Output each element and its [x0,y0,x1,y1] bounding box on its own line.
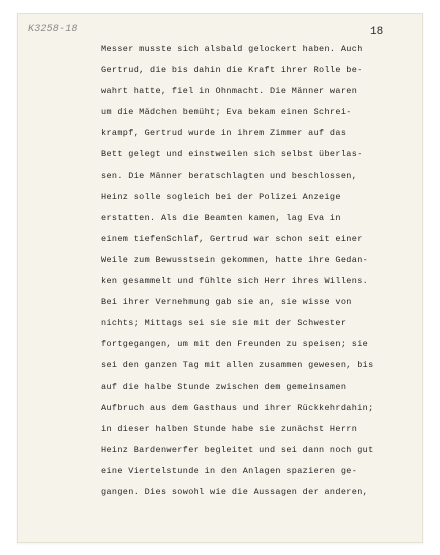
text-line: ken gesammelt und fühlte sich Herr ihres Willens. [101,276,369,287]
text-line: Weile zum Bewusstsein gekommen, hatte ihre Gedan- [101,254,369,265]
text-line: krampf, Gertrud wurde in ihrem Zimmer auf das [101,128,347,139]
text-line: Heinz solle sogleich bei der Polizei Anzeige [101,191,341,202]
archive-number: K3258-18 [28,24,78,35]
text-line: einem tiefenSchlaf, Gertrud war schon seit einer [101,233,363,244]
text-line: in dieser halben Stunde habe sie zunächst Herrn [101,423,358,434]
text-line: auf die halbe Stunde zwischen dem gemeinsamen [101,381,347,392]
text-line: fortgegangen, um mit den Freunden zu speisen; sie [101,339,369,350]
text-line: sei den ganzen Tag mit allen zusammen gewesen, bis [101,360,374,371]
text-line: Bei ihrer Vernehmung gab sie an, sie wisse von [101,297,352,308]
text-line: Bett gelegt und einstweilen sich selbst überlas- [101,149,363,160]
page-number: 18 [370,26,384,38]
text-line: Aufbruch aus dem Gasthaus und ihrer Rückkehrdahin; [101,402,374,413]
text-line: gangen. Dies sowohl wie die Aussagen der anderen, [101,486,369,497]
text-line: Gertrud, die bis dahin die Kraft ihrer Rolle be- [101,65,363,76]
text-line: um die Mädchen bemüht; Eva bekam einen Schrei- [101,107,352,118]
text-line: Messer musste sich alsbald gelockert haben. Auch [101,44,363,54]
text-line: sen. Die Männer beratschlagten und beschlossen, [101,170,358,181]
text-line: wahrt hatte, fiel in Ohnmacht. Die Männer waren [101,86,358,97]
text-line: nichts; Mittags sei sie sie mit der Schwester [101,318,347,329]
text-line: erstatten. Als die Beamten kamen, lag Eva in [101,212,341,223]
text-line: Heinz Bardenwerfer begleitet und sei dann noch gut [101,444,374,455]
text-line: eine Viertelstunde in den Anlagen spazieren ge- [101,465,358,476]
page-body-text [101,39,417,503]
